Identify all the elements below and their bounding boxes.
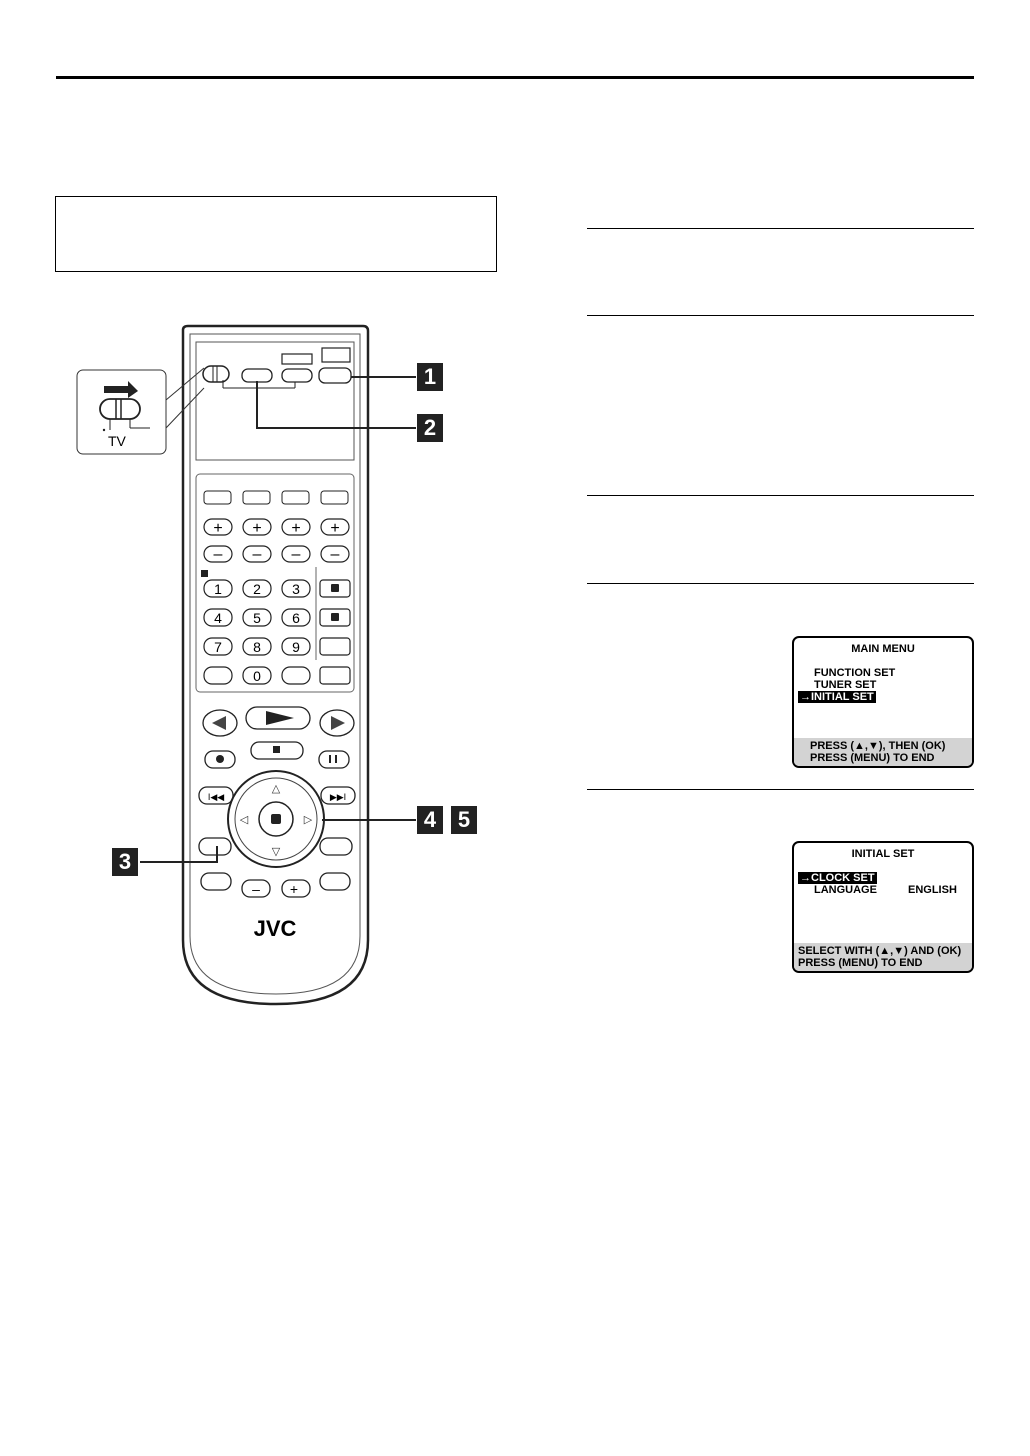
number-key: 0: [253, 668, 261, 684]
svg-text:▶▶I: ▶▶I: [329, 792, 347, 802]
svg-text:▽: ▽: [271, 846, 281, 858]
svg-text:–: –: [213, 546, 223, 563]
step-divider: [587, 789, 974, 790]
osd-footer-line: SELECT WITH (▲,▼) AND (OK): [798, 945, 962, 957]
number-key: 8: [253, 639, 261, 655]
step-divider: [587, 228, 974, 229]
svg-text:+: +: [330, 520, 340, 537]
menu-item-function-set: FUNCTION SET: [814, 667, 896, 679]
svg-text:+: +: [252, 520, 262, 537]
osd-footer: [794, 943, 972, 971]
svg-text:–: –: [291, 546, 301, 563]
svg-text:+: +: [213, 520, 223, 537]
step-5-tag: 5: [451, 806, 477, 834]
svg-text:+: +: [289, 881, 299, 897]
step-2-tag: 2: [417, 414, 443, 442]
number-key: 6: [292, 610, 300, 626]
svg-text:△: △: [271, 783, 281, 795]
step-4-tag: 4: [417, 806, 443, 834]
svg-text:◁: ◁: [239, 814, 249, 826]
svg-text:▷: ▷: [303, 814, 313, 826]
step-divider: [587, 315, 974, 316]
osd-title: INITIAL SET: [851, 848, 915, 860]
number-key: 7: [214, 639, 222, 655]
menu-item-initial-set-selected: →INITIAL SET: [800, 691, 874, 703]
svg-text:+: +: [291, 520, 301, 537]
step-1-tag: 1: [417, 363, 443, 391]
header-rule: [56, 76, 974, 79]
menu-item-clock-set-selected: →CLOCK SET: [800, 872, 875, 884]
number-key: 1: [214, 581, 222, 597]
note-box: [55, 196, 497, 272]
osd-footer: [794, 738, 972, 766]
svg-text:I◀◀: I◀◀: [207, 792, 225, 802]
osd-footer-line: PRESS (MENU) TO END: [798, 957, 923, 969]
step-divider: [587, 583, 974, 584]
step-divider: [587, 495, 974, 496]
number-key: 2: [253, 581, 261, 597]
step-3-tag: 3: [112, 848, 138, 876]
svg-text:–: –: [252, 881, 260, 897]
number-key: 3: [292, 581, 300, 597]
number-key: 4: [214, 610, 222, 626]
svg-text:–: –: [330, 546, 340, 563]
number-key: 5: [253, 610, 261, 626]
main-menu-osd: [792, 636, 974, 768]
brand-logo: JVC: [253, 916, 297, 941]
menu-item-language: LANGUAGE: [814, 884, 877, 896]
initial-set-osd: [792, 841, 974, 973]
language-value: ENGLISH: [908, 884, 957, 896]
number-key: 9: [292, 639, 300, 655]
svg-text:–: –: [252, 546, 262, 563]
tv-switch-label: TV: [108, 433, 126, 449]
menu-item-tuner-set: TUNER SET: [814, 679, 877, 691]
osd-title: MAIN MENU: [851, 643, 915, 655]
osd-footer-line: PRESS (▲,▼), THEN (OK): [810, 740, 946, 752]
osd-footer-line: PRESS (MENU) TO END: [810, 752, 935, 764]
